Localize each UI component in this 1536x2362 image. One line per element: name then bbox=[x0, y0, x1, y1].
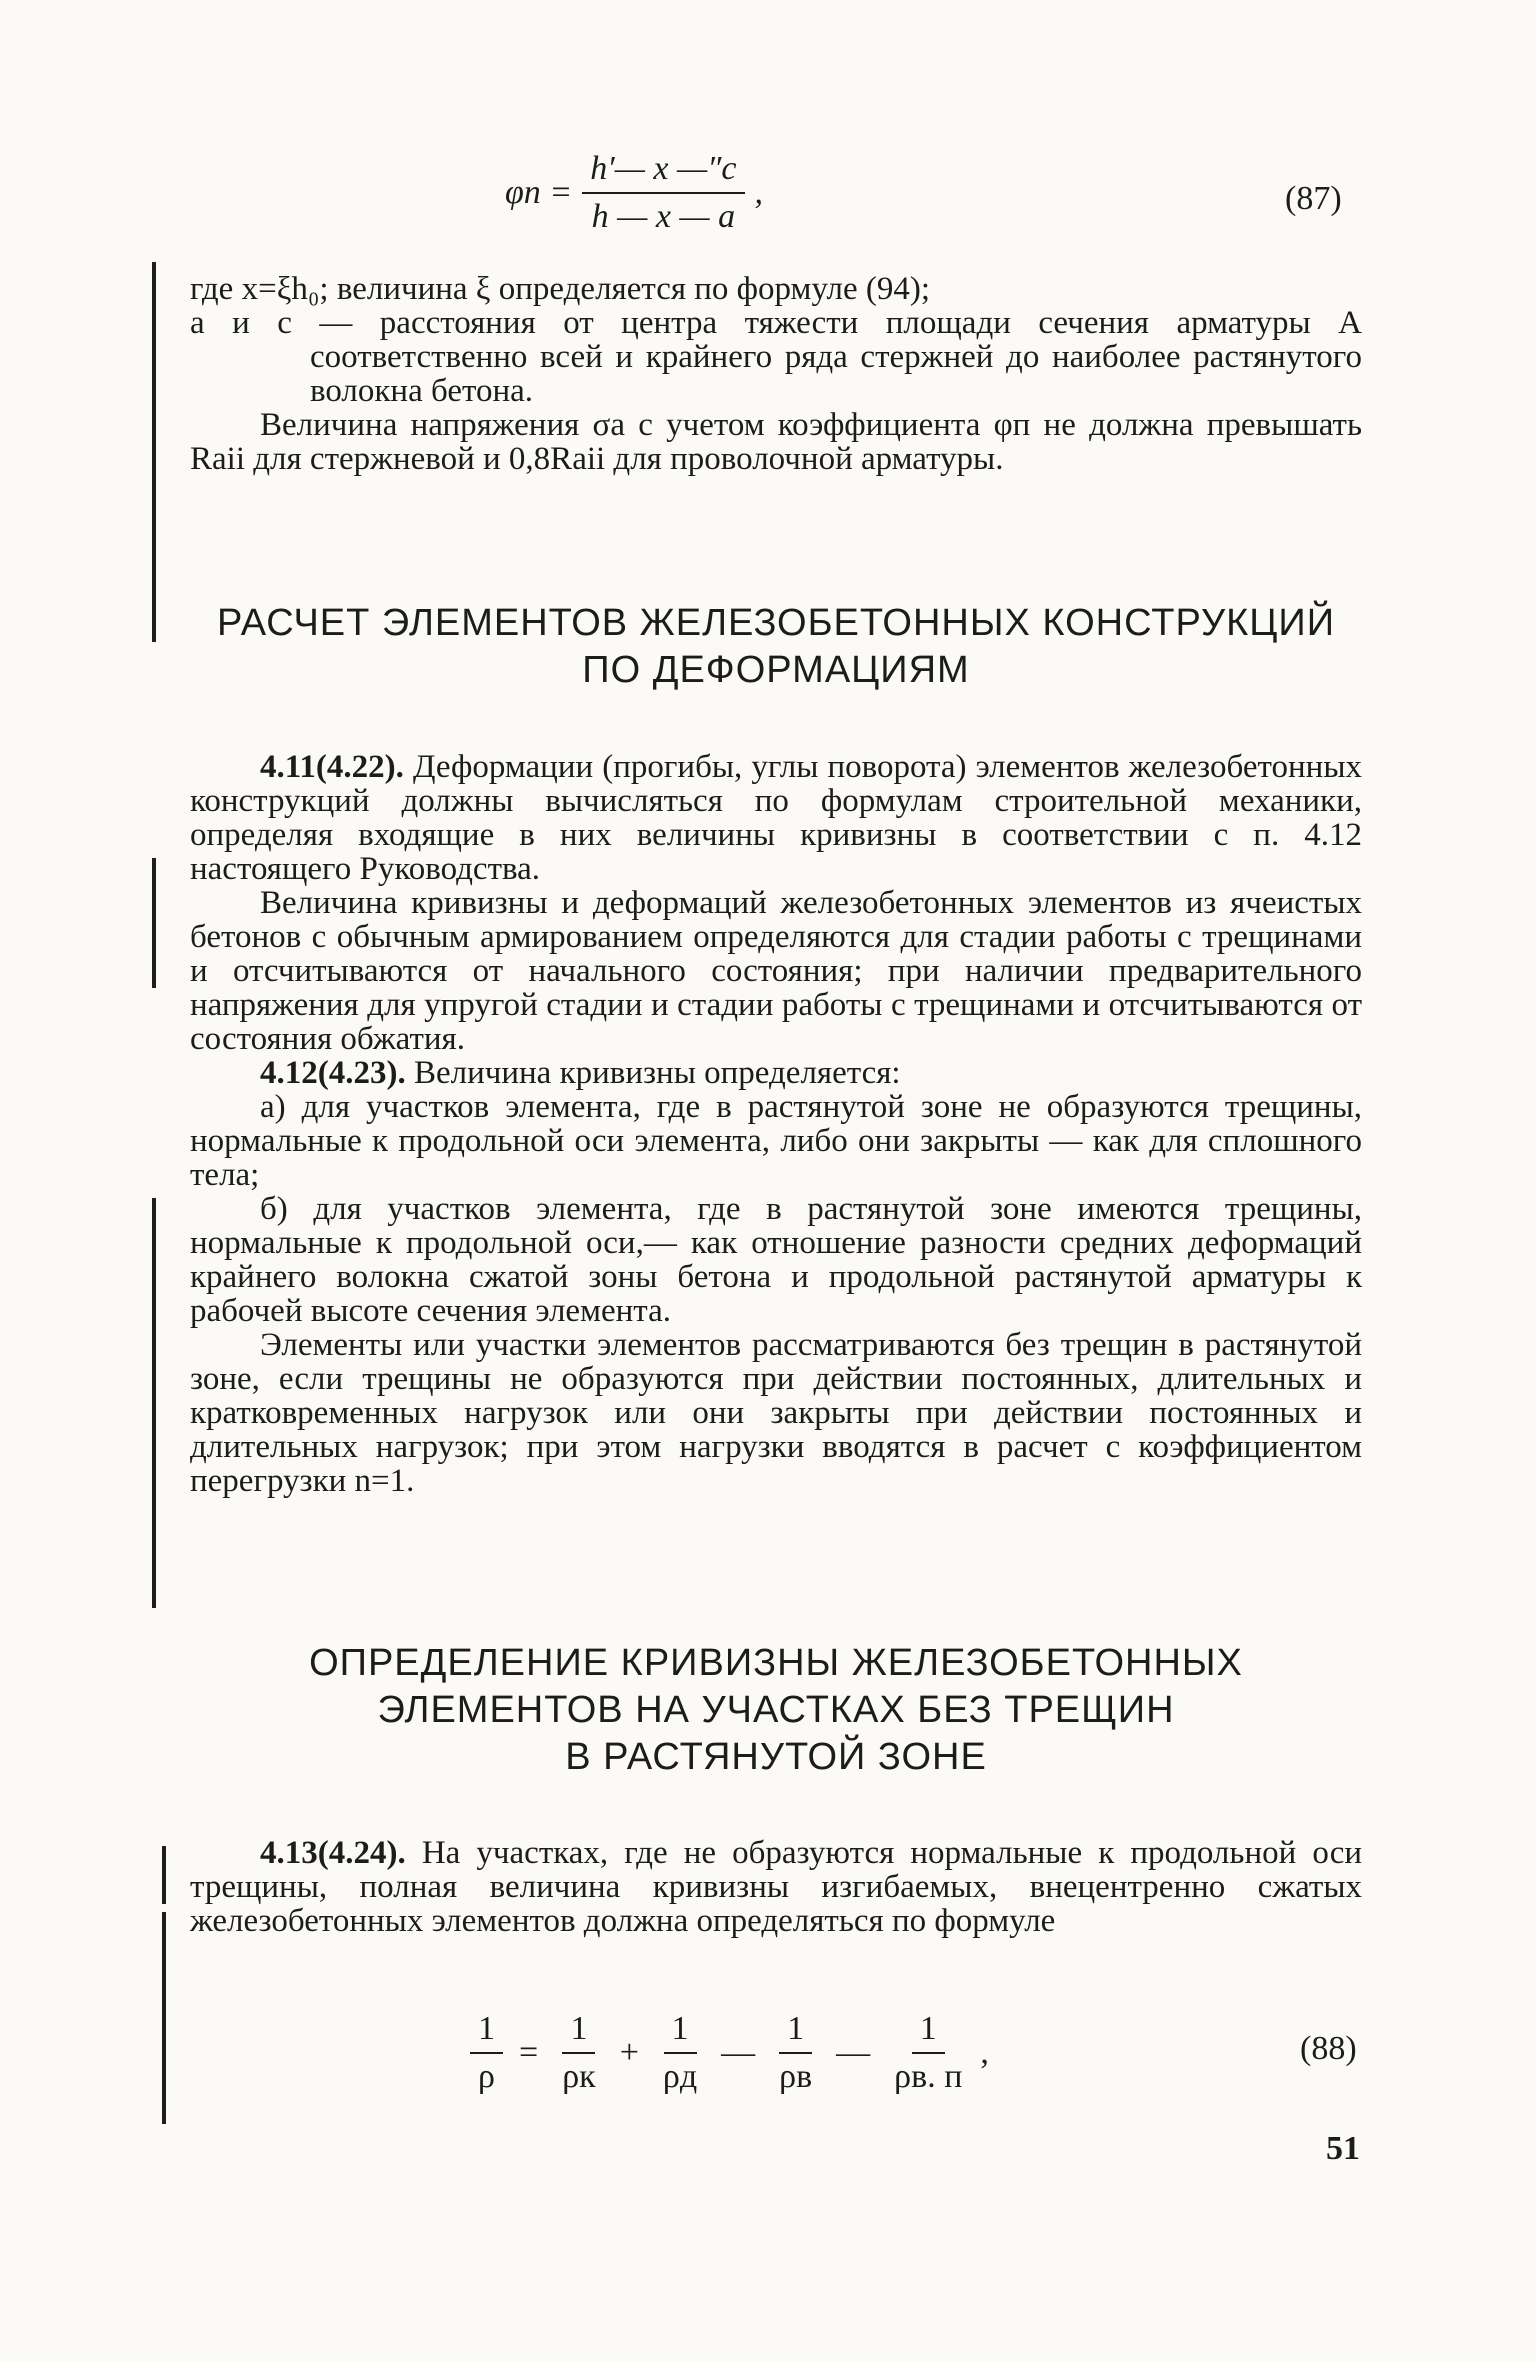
heading-line: РАСЧЕТ ЭЛЕМЕНТОВ ЖЕЛЕЗОБЕТОННЫХ КОНСТРУКЦИЙ bbox=[216, 602, 1336, 644]
list-item: б) для участков элемента, где в растянутой зоне имеются трещины, нормальные к продольной оси,— как отношение разности средних деформаций крайнего волокна сжатой зоны бетона и продольной растянутой арматуры к рабочей высоте сечения элемента. bbox=[190, 1191, 1362, 1329]
equation-number-88: (88) bbox=[1300, 2030, 1357, 2067]
formula-87-lhs: φп = bbox=[505, 174, 573, 211]
section-heading bbox=[190, 600, 1362, 694]
margin-bar bbox=[152, 858, 156, 988]
margin-bar bbox=[152, 1198, 156, 1608]
fraction: $\frac{1}{\rho к}$ bbox=[562, 2010, 596, 2095]
body-text bbox=[190, 1836, 1362, 1938]
margin-bar bbox=[162, 1912, 166, 2124]
heading-line: ПО ДЕФОРМАЦИЯМ bbox=[582, 649, 970, 691]
formula-87-denominator: h — x — a bbox=[591, 198, 736, 235]
page-number: 51 bbox=[1326, 2130, 1360, 2167]
formula-87-numerator: h′— x —″c bbox=[582, 150, 744, 194]
paragraph: Величина кривизны и деформаций железобетонных элементов из ячеистых бетонов с обычным армированием определяются для стадии работы с трещинами и отсчитываются от начального состояния; при наличии предварительного напряжения для упругой стадии и стадии работы с трещинами и отсчитываются от состояния обжатия. bbox=[190, 885, 1362, 1057]
clause-number: 4.11(4.22). bbox=[260, 749, 404, 785]
paragraph: 4.11(4.22). Деформации (прогибы, углы поворота) элементов железобетонных конструкций должны вычисляться по формулам строительной механики, определяя входящие в них величины кривизны в соответствии с п. 4.12 настоящего Руководства. bbox=[190, 749, 1362, 887]
paragraph: Элементы или участки элементов рассматриваются без трещин в растянутой зоне, если трещины не образуются при действии постоянных, длительных и кратковременных нагрузок или они закрыты при действии постоянных и длительных нагрузок; при этом нагрузки вводятся в расчет с коэффициентом перегрузки n=1. bbox=[190, 1327, 1362, 1499]
paragraph: 4.13(4.24). На участках, где не образуются нормальные к продольной оси трещины, полная величина кривизны изгибаемых, внецентренно сжатых железобетонных элементов должна определяться по формуле bbox=[190, 1835, 1362, 1939]
clause-number: 4.12(4.23). bbox=[260, 1055, 406, 1091]
paragraph: Величина напряжения σа с учетом коэффициента φп не должна превышать Rаіі для стержневой и 0,8Rаіі для проволочной арматуры. bbox=[190, 407, 1362, 477]
where-line: где x=ξh₀; величина ξ определяется по формуле (94); bbox=[190, 271, 931, 307]
margin-bar bbox=[162, 1846, 166, 1904]
clause-number: 4.13(4.24). bbox=[260, 1835, 406, 1871]
heading-line: В РАСТЯНУТОЙ ЗОНЕ bbox=[565, 1736, 987, 1778]
fraction: $\frac{1}{\rho в}$ bbox=[779, 2010, 813, 2095]
paragraph: 4.12(4.23). Величина кривизны определяется: bbox=[260, 1055, 901, 1091]
fraction: $\frac{1}{\rho в. п}$ bbox=[894, 2010, 963, 2095]
where-block bbox=[190, 272, 1362, 476]
equation-number-87: (87) bbox=[1285, 180, 1342, 217]
where-line: a и c — расстояния от центра тяжести площади сечения арматуры A соответственно всей и крайнего ряда стержней до наиболее растянутого волокна бетона. bbox=[190, 305, 1362, 409]
body-text bbox=[190, 750, 1362, 1498]
section-heading bbox=[190, 1640, 1362, 1781]
fraction: $\frac{1}{\rho д}$ bbox=[662, 2010, 698, 2095]
margin-bar bbox=[152, 262, 156, 642]
formula-87-tail: , bbox=[754, 174, 764, 211]
heading-line: ЭЛЕМЕНТОВ НА УЧАСТКАХ БЕЗ ТРЕЩИН bbox=[377, 1689, 1175, 1731]
heading-line: ОПРЕДЕЛЕНИЕ КРИВИЗНЫ ЖЕЛЕЗОБЕТОННЫХ bbox=[309, 1642, 1243, 1684]
fraction: $\frac{1}{\rho}$ bbox=[470, 2010, 503, 2096]
formula-88: $\frac{1}{\rho}$ = $\frac{1}{\rho к}$ + $\frac{1}{\rho д}$ — $\frac{1}{\rho в}$ — $\frac{1}{\rho в. п}$ , bbox=[460, 2010, 989, 2096]
list-item: а) для участков элемента, где в растянутой зоне не образуются трещины, нормальные к продольной оси элемента, либо они закрыты — как для сплошного тела; bbox=[190, 1089, 1362, 1193]
formula-87 bbox=[505, 150, 763, 236]
formula-87-fraction bbox=[582, 150, 744, 236]
